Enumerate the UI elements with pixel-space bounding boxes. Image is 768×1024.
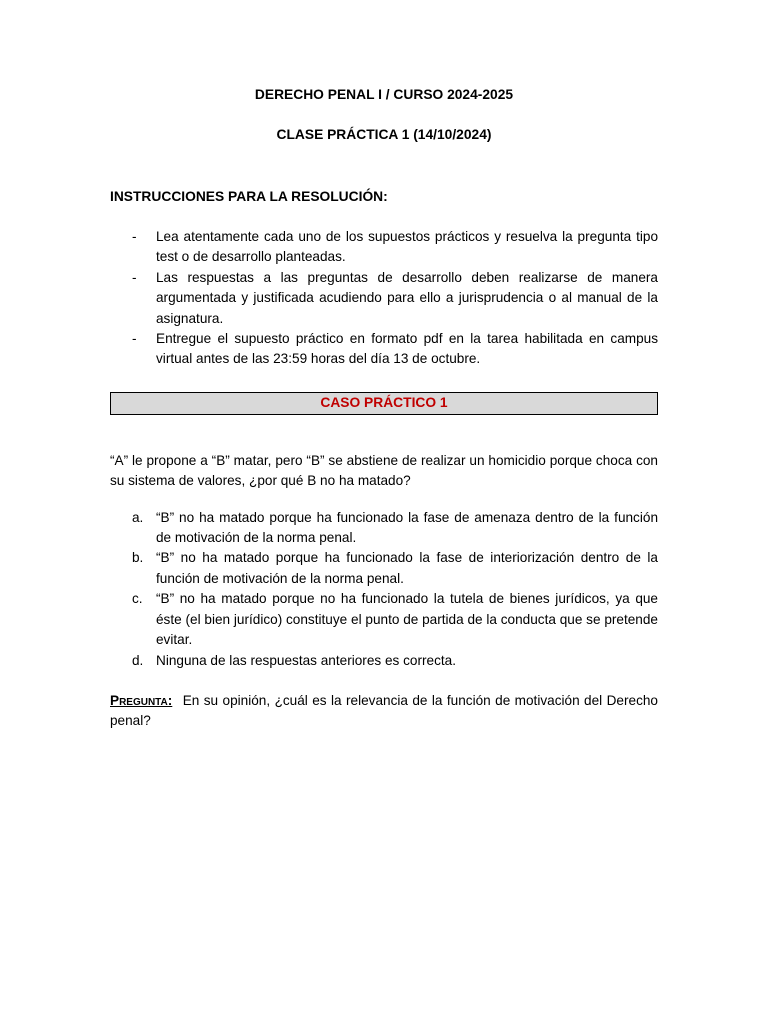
open-question bbox=[110, 691, 658, 732]
instruction-item bbox=[110, 329, 658, 370]
class-title: CLASE PRÁCTICA 1 (14/10/2024) bbox=[276, 127, 492, 142]
answer-options bbox=[110, 508, 658, 671]
answer-option bbox=[110, 548, 658, 589]
instructions-heading: INSTRUCCIONES PARA LA RESOLUCIÓN: bbox=[110, 189, 388, 204]
open-question-label: Pregunta: bbox=[110, 692, 173, 708]
option-text: Ninguna de las respuestas anteriores es correcta. bbox=[156, 652, 456, 668]
answer-option bbox=[110, 651, 658, 671]
instruction-item bbox=[110, 227, 658, 268]
option-letter: c. bbox=[132, 591, 143, 607]
option-letter: a. bbox=[132, 509, 144, 525]
case-question: “A” le propone a “B” matar, pero “B” se abstiene de realizar un homicidio porque choca con su sistema de valores, ¿por qué B no ha matado? bbox=[110, 452, 658, 489]
instruction-text: Las respuestas a las preguntas de desarrollo deben realizarse de manera argumentada y justificada acudiendo para ello a jurisprudencia o al manual de la asignatura. bbox=[156, 269, 658, 326]
option-text: “B” no ha matado porque ha funcionado la fase de interiorización dentro de la función de motivación de la norma penal. bbox=[156, 550, 658, 586]
option-letter: d. bbox=[132, 652, 144, 668]
case-title: CASO PRÁCTICO 1 bbox=[320, 394, 448, 410]
answer-option bbox=[110, 589, 658, 650]
instruction-item bbox=[110, 268, 658, 329]
instruction-text: Lea atentamente cada uno de los supuestos prácticos y resuelva la pregunta tipo test o de desarrollo planteadas. bbox=[156, 229, 658, 265]
instruction-text: Entregue el supuesto práctico en formato pdf en la tarea habilitada en campus virtual antes de las 23:59 horas del día 13 de octubre. bbox=[156, 331, 658, 367]
bullet-dash: - bbox=[132, 229, 137, 244]
open-question-text: En su opinión, ¿cuál es la relevancia de la función de motivación del Derecho penal? bbox=[110, 692, 658, 729]
bullet-dash: - bbox=[132, 331, 137, 347]
document-page bbox=[110, 85, 658, 732]
case-title-box bbox=[110, 392, 658, 415]
bullet-dash: - bbox=[132, 269, 137, 285]
answer-option bbox=[110, 508, 658, 549]
instructions-list bbox=[110, 227, 658, 370]
option-text: “B” no ha matado porque no ha funcionado la tutela de bienes jurídicos, ya que éste (el bien jurídico) constituye el punto de partida de la conducta que se pretende evitar. bbox=[156, 591, 658, 648]
option-text: “B” no ha matado porque ha funcionado la fase de amenaza dentro de la función de motivación de la norma penal. bbox=[156, 509, 658, 546]
course-title: DERECHO PENAL I / CURSO 2024-2025 bbox=[254, 87, 514, 102]
option-letter: b. bbox=[132, 550, 144, 566]
